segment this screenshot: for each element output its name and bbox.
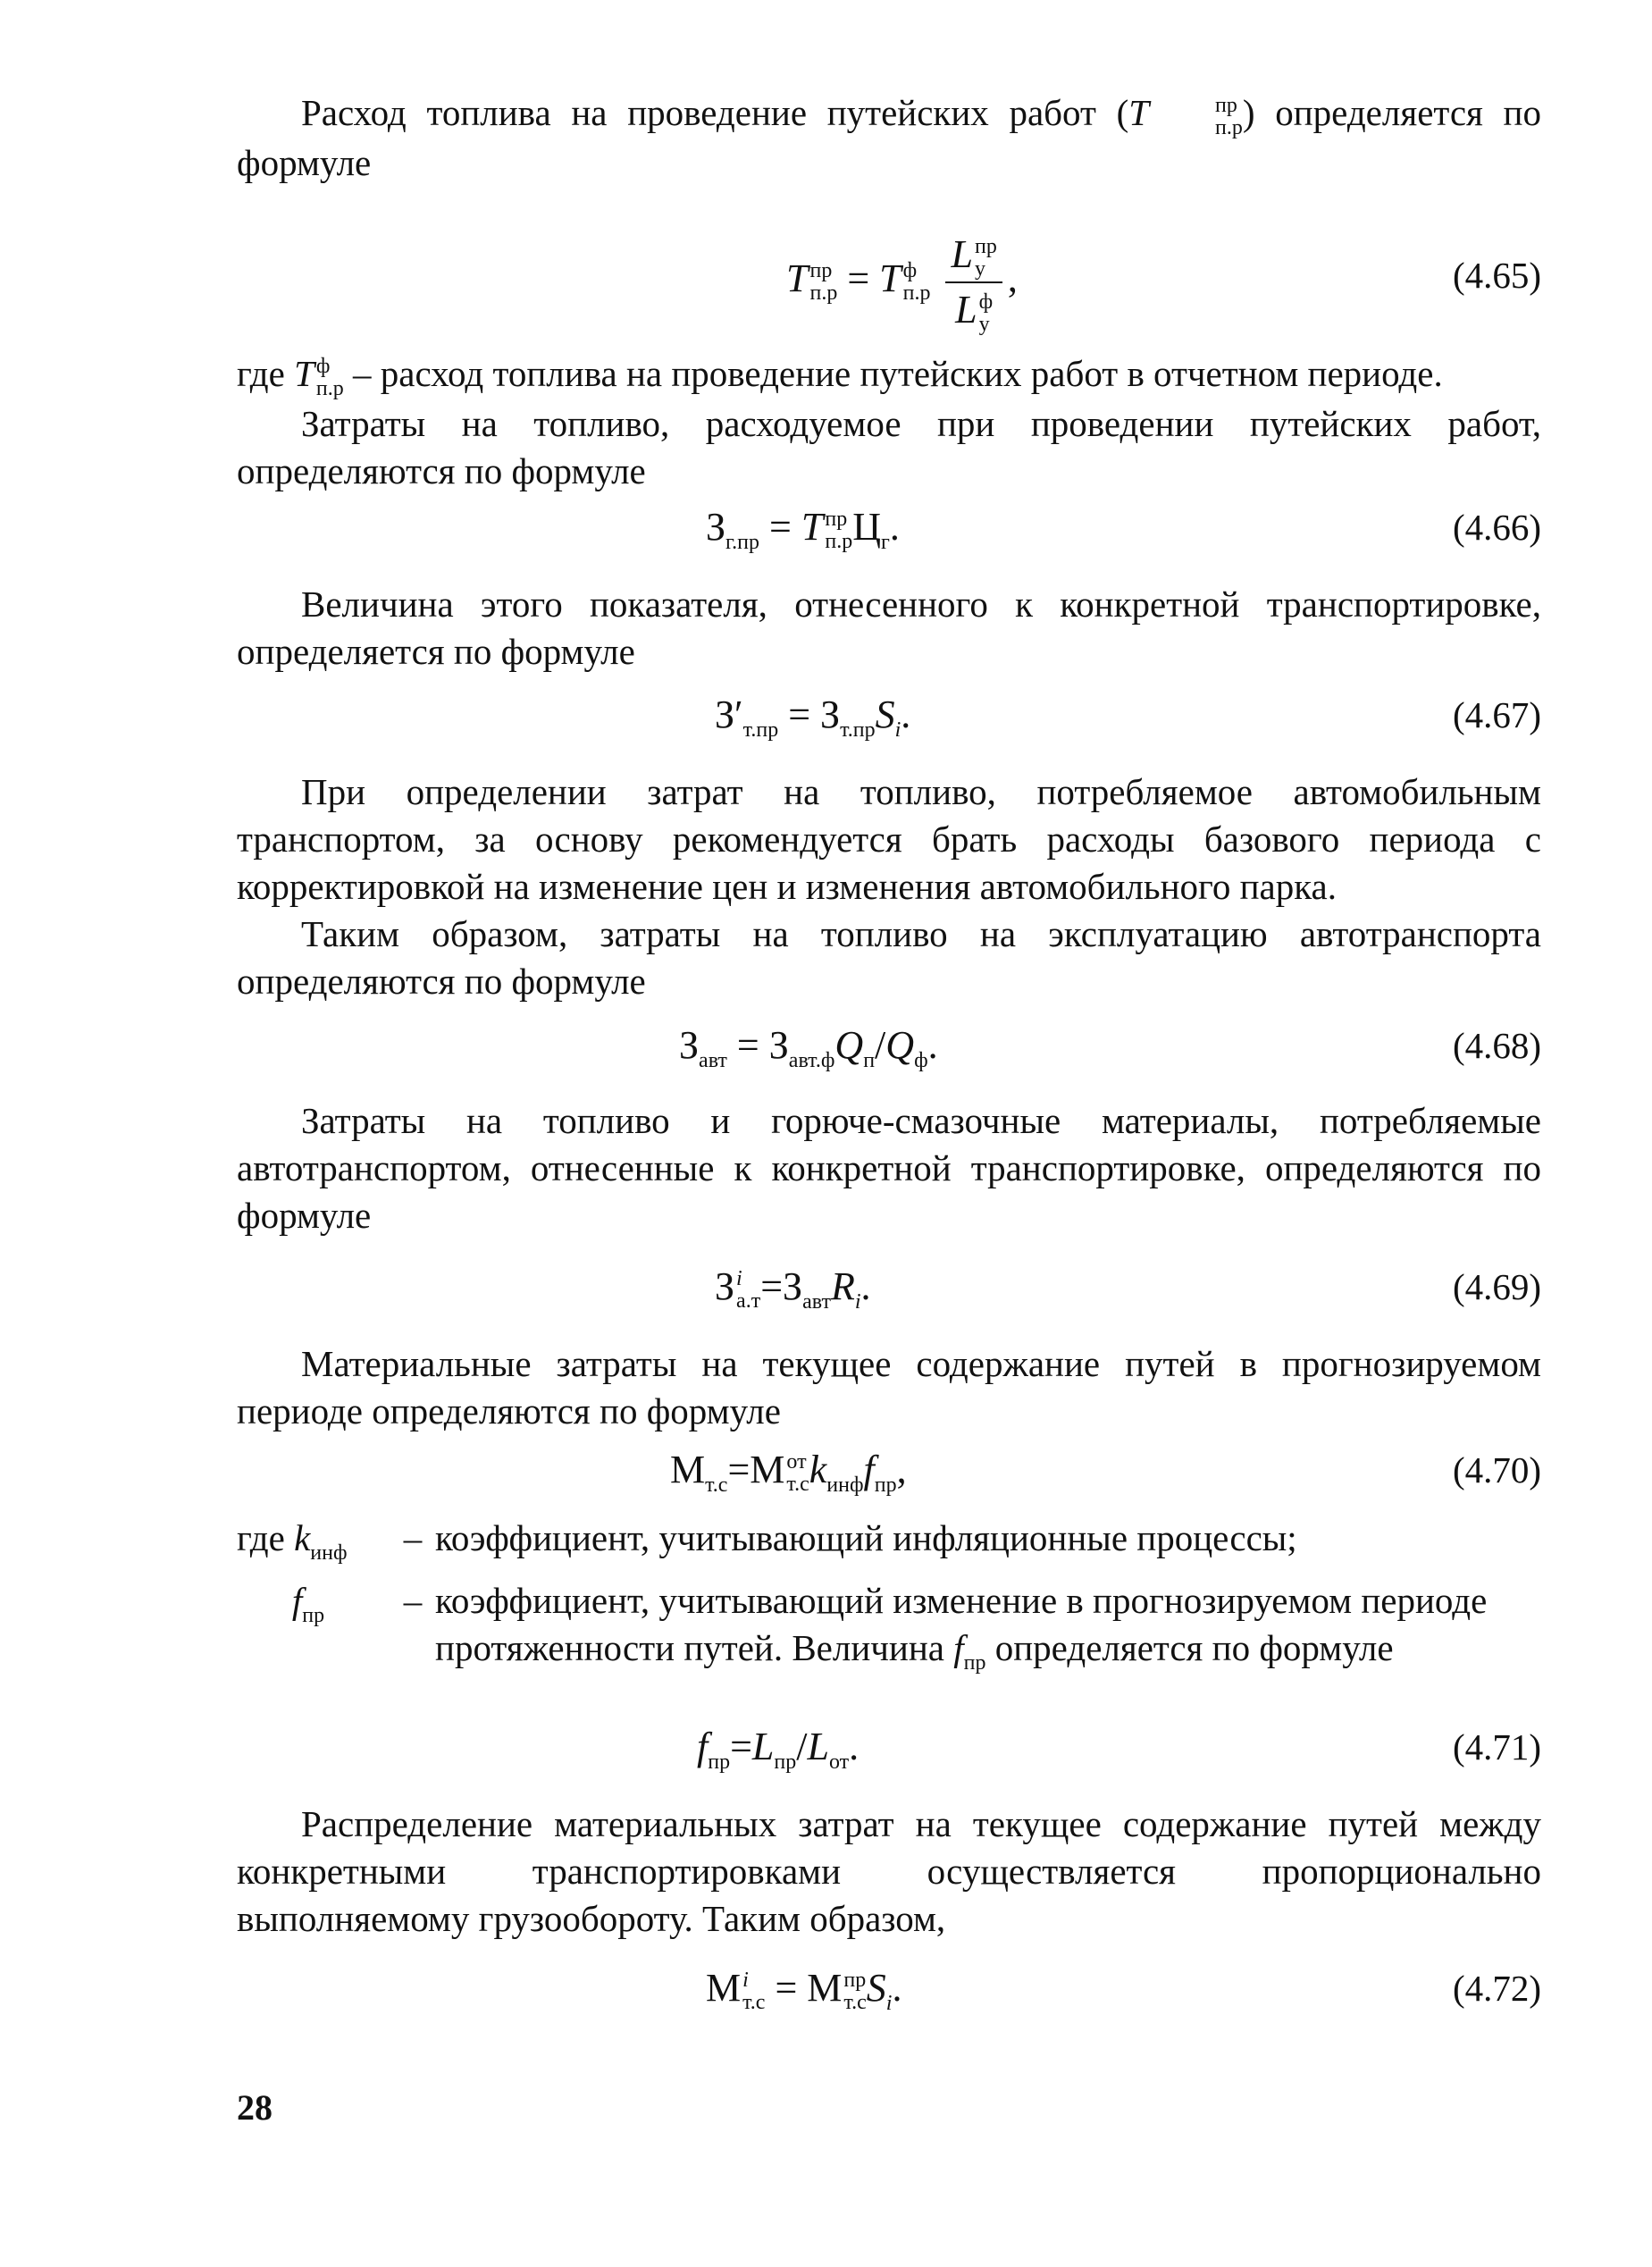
text — [435, 1577, 1541, 1687]
sub: пр — [708, 1751, 731, 1774]
symbol: S — [866, 1966, 886, 2010]
sub: а.т — [736, 1289, 761, 1313]
sub: у — [974, 256, 985, 281]
sub: i — [885, 1992, 893, 2015]
equation-number: (4.66) — [1452, 507, 1541, 548]
sub: г.пр — [725, 531, 760, 554]
definition-k — [237, 1515, 1541, 1577]
slash: / — [796, 1725, 808, 1768]
sup: ф — [902, 259, 918, 282]
equation-4-69 — [715, 1260, 871, 1314]
equals: = — [730, 1725, 752, 1768]
text: Распределение материальных затрат на текущее содержание путей между конкретными транспортировками осуществляется пропорционально выполняемому грузообороту. Таким образом, — [237, 1803, 1541, 1939]
sup: пр — [974, 234, 997, 258]
symbol: T — [801, 505, 824, 549]
symbol: k — [294, 1517, 311, 1558]
dot: . — [901, 693, 911, 736]
symbol: f — [697, 1725, 709, 1768]
symbol: L — [751, 1725, 775, 1768]
symbol: L — [955, 288, 977, 332]
dot: . — [849, 1725, 860, 1768]
equation-4-65 — [786, 228, 1018, 336]
text: определяется по формуле — [994, 1627, 1394, 1668]
symbol: M — [670, 1448, 706, 1491]
text: коэффициент, учитывающий инфляционные процессы; — [435, 1517, 1297, 1558]
equation-number: (4.72) — [1452, 1968, 1541, 2009]
symbol: f — [291, 1580, 303, 1621]
paragraph-material-costs — [237, 1340, 1541, 1435]
equals: = — [727, 1448, 751, 1491]
sup: пр — [809, 259, 833, 282]
sub: пр — [302, 1604, 325, 1627]
text: коэффициент, учитывающий изменение в прогнозируемом периоде протяженности путей. Величина — [435, 1580, 1488, 1668]
paragraph-distribution — [237, 1801, 1541, 1943]
sub: i — [894, 718, 901, 742]
symbol: L — [807, 1725, 829, 1768]
sup: пр — [1215, 93, 1237, 117]
sup: ф — [978, 290, 994, 314]
symbol: k — [809, 1448, 827, 1491]
text: Затраты на топливо, расходуемое при проведении путейских работ, определяются по формуле — [237, 402, 1541, 491]
symbol: З — [820, 693, 841, 736]
sub: т.с — [705, 1474, 728, 1497]
equation-4-68 — [679, 1019, 938, 1072]
text: где — [237, 353, 295, 394]
sub: пр — [963, 1651, 986, 1675]
dot: . — [927, 1023, 938, 1067]
text: Таким образом, затраты на топливо на эксплуатацию автотранспорта определяются по формуле — [237, 913, 1541, 1002]
symbol: T — [879, 256, 901, 301]
equals: = — [788, 693, 811, 736]
dot: . — [860, 1264, 871, 1308]
comma: , — [1007, 256, 1018, 301]
equals: = — [847, 256, 870, 301]
sub: от — [828, 1751, 850, 1774]
symbol: L — [951, 232, 973, 276]
symbol: Ц — [852, 505, 881, 549]
text: – расход топлива на проведение путейских работ в отчетном периоде. — [343, 353, 1443, 394]
paragraph-where-t — [237, 350, 1541, 495]
sup: i — [736, 1266, 742, 1290]
sup: пр — [843, 1968, 867, 1992]
sub: п.р — [809, 281, 838, 305]
equation-number: (4.69) — [1452, 1266, 1541, 1307]
paragraph-fuel-lubricants — [237, 1097, 1541, 1239]
sup: ф — [315, 354, 331, 378]
text: Расход топлива на проведение путейских работ ( — [301, 92, 1129, 133]
sub: п.р — [902, 281, 931, 305]
symbol: R — [830, 1264, 855, 1308]
sub: i — [854, 1290, 861, 1314]
symbol: S — [875, 693, 895, 736]
equation-4-71 — [697, 1720, 859, 1774]
symbol: З — [706, 505, 726, 549]
equation-4-67 — [715, 688, 910, 742]
sub: авт.ф — [788, 1049, 835, 1072]
sub: т.с — [843, 1990, 867, 2014]
definition-f — [237, 1577, 1541, 1687]
sub: у — [978, 312, 990, 336]
symbol: З — [679, 1023, 700, 1067]
sub: т.пр — [742, 718, 779, 742]
dash: – — [403, 1517, 423, 1558]
text: Величина этого показателя, отнесенного к конкретной транспортировке, определяется по формуле — [237, 584, 1541, 672]
sub: т.пр — [840, 718, 876, 742]
text: где — [237, 1517, 285, 1558]
sup: пр — [825, 507, 848, 531]
sub: п.р — [315, 376, 344, 400]
sub: пр — [774, 1751, 797, 1774]
symbol: З′ — [715, 693, 743, 736]
sup: i — [742, 1968, 749, 1992]
text: ) определяется по формуле — [237, 92, 1541, 183]
equation-number: (4.68) — [1452, 1025, 1541, 1066]
slash: / — [875, 1023, 886, 1067]
equation-4-70 — [670, 1443, 907, 1497]
equation-4-72 — [706, 1961, 901, 2015]
symbol: T — [1128, 92, 1150, 133]
symbol: З — [783, 1264, 803, 1308]
definitions-list — [237, 1515, 1541, 1687]
symbol: M — [750, 1448, 785, 1491]
equation-number: (4.71) — [1452, 1726, 1541, 1767]
equals: = — [760, 1264, 784, 1308]
sub: т.с — [786, 1472, 809, 1496]
sub: г — [880, 531, 890, 554]
symbol: M — [807, 1966, 843, 2010]
dash: – — [403, 1580, 423, 1621]
symbol: f — [953, 1627, 964, 1668]
paragraph-auto-fuel — [237, 768, 1541, 1005]
text: Затраты на топливо и горюче-смазочные материалы, потребляемые автотранспортом, отнесенные к конкретной транспортировке, определяются по формуле — [237, 1100, 1541, 1236]
symbol: T — [294, 353, 314, 394]
sub: п — [863, 1049, 876, 1072]
sub: т.с — [742, 1990, 766, 2014]
symbol: Q — [834, 1023, 864, 1067]
fraction — [945, 228, 1002, 337]
equals: = — [736, 1023, 759, 1067]
paragraph-indicator — [237, 581, 1541, 676]
symbol: T — [786, 256, 809, 301]
equals: = — [775, 1966, 798, 2010]
text: Материальные затраты на текущее содержание путей в прогнозируемом периоде определяются по формуле — [237, 1343, 1541, 1432]
equation-4-66 — [706, 500, 900, 554]
comma: , — [896, 1448, 907, 1491]
equation-number: (4.70) — [1452, 1449, 1541, 1490]
symbol: З — [768, 1023, 789, 1067]
sub: инф — [310, 1541, 348, 1565]
equation-number: (4.67) — [1452, 694, 1541, 735]
sub: пр — [874, 1474, 897, 1497]
page-number: 28 — [237, 2087, 273, 2128]
symbol: З — [715, 1264, 735, 1308]
symbol: Q — [885, 1023, 915, 1067]
sub: п.р — [1215, 115, 1243, 139]
paragraph-fuel-track-work — [237, 89, 1541, 187]
sup: от — [786, 1449, 807, 1474]
sub: авт — [699, 1049, 727, 1072]
symbol: f — [863, 1448, 875, 1491]
text: При определении затрат на топливо, потребляемое автомобильным транспортом, за основу рекомендуется брать расходы базового периода с корректировкой на изменение цен и изменения автомобильного парка. — [237, 771, 1541, 907]
sub: авт — [802, 1290, 831, 1314]
equals: = — [769, 505, 792, 549]
symbol: M — [706, 1966, 742, 2010]
equation-number: (4.65) — [1452, 255, 1541, 296]
dot: . — [889, 505, 900, 549]
dot: . — [892, 1966, 902, 2010]
sub: ф — [914, 1049, 928, 1072]
sub: инф — [826, 1474, 864, 1497]
sub: п.р — [825, 529, 853, 553]
